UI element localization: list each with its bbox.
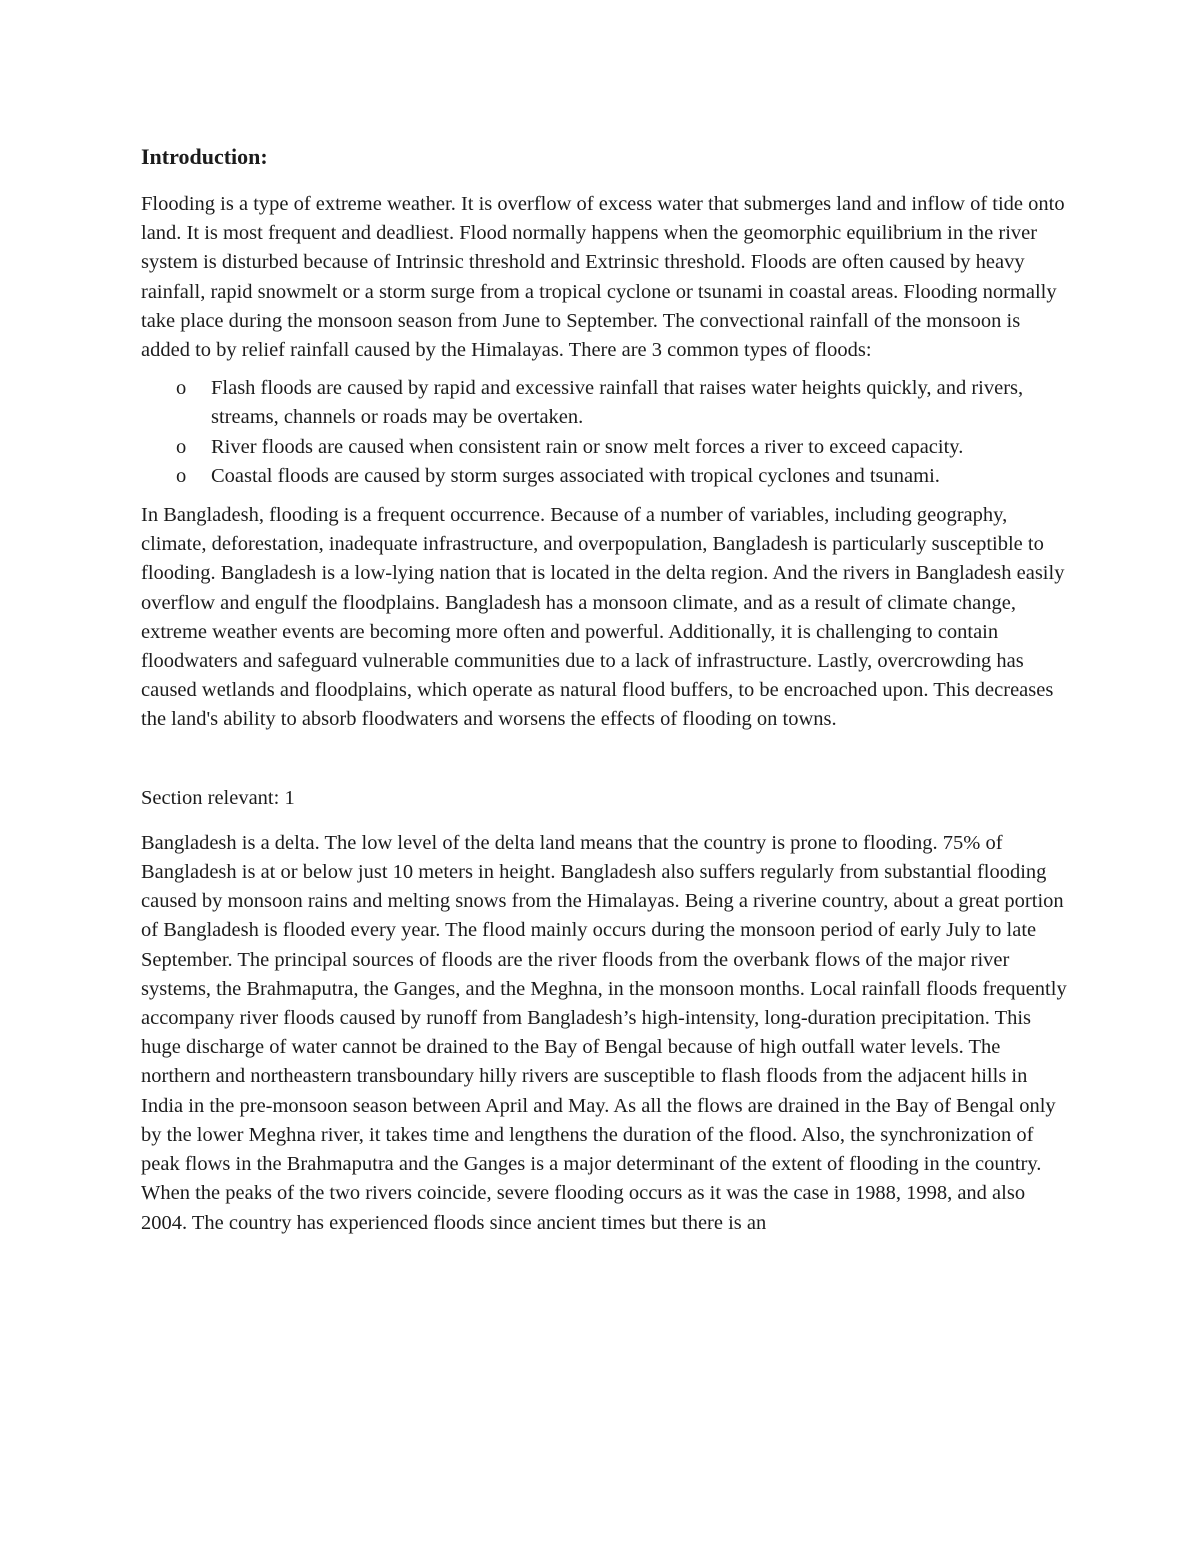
blank-line: [141, 744, 1071, 784]
section-label: Section relevant: 1: [141, 786, 295, 809]
list-item-text: River floods are caused when consistent rain or snow melt forces a river to exceed capacity.: [211, 435, 964, 458]
intro-paragraph: Flooding is a type of extreme weather. It is overflow of excess water that submerges land and inflow of tide onto land. It is most frequent and deadliest. Flood normally happens when the geomorphic equilibrium in the river system is disturbed because of Intrinsic threshold and Extrinsic threshold. Floods are often caused by heavy rainfall, rapid snowmelt or a storm surge from a tropical cyclone or tsunami in coastal areas. Flooding normally take place during the monsoon season from June to September. The convectional rainfall of the monsoon is added to by relief rainfall caused by the Himalayas. There are 3 common types of floods:: [141, 193, 1065, 362]
bullet-marker: o: [176, 464, 187, 487]
document-body: [141, 141, 1071, 1247]
list-item: [176, 433, 1071, 462]
section-paragraph: Bangladesh is a delta. The low level of the delta land means that the country is prone to flooding. 75% of Bangladesh is at or below just 10 meters in height. Bangladesh also suffers regularly from substantial flooding caused by monsoon rains and melting snows from the Himalayas. Being a riverine country, about a great portion of Bangladesh is flooded every year. The flood mainly occurs during the monsoon period of early July to late September. The principal sources of floods are the river floods from the overbank flows of the major river systems, the Brahmaputra, the Ganges, and the Meghna, in the monsoon months. Local rainfall floods frequently accompany river floods caused by runoff from Bangladesh’s high-intensity, long-duration precipitation. This huge discharge of water cannot be drained to the Bay of Bengal because of high outfall water levels. The northern and northeastern transboundary hilly rivers are susceptible to flash floods from the adjacent hills in India in the pre-monsoon season between April and May. As all the flows are drained in the Bay of Bengal only by the lower Meghna river, it takes time and lengthens the duration of the flood. Also, the synchronization of peak flows in the Brahmaputra and the Ganges is a major determinant of the extent of flooding in the country. When the peaks of the two rivers coincide, severe flooding occurs as it was the case in 1988, 1998, and also 2004. The country has experienced floods since ancient times but there is an: [141, 831, 1067, 1234]
list-item: [176, 374, 1071, 432]
bangladesh-paragraph: In Bangladesh, flooding is a frequent occurrence. Because of a number of variables, including geography, climate, deforestation, inadequate infrastructure, and overpopulation, Bangladesh is particularly susceptible to flooding. Bangladesh is a low-lying nation that is located in the delta region. And the rivers in Bangladesh easily overflow and engulf the floodplains. Bangladesh has a monsoon climate, and as a result of climate change, extreme weather events are becoming more often and powerful. Additionally, it is challenging to contain floodwaters and safeguard vulnerable communities due to a lack of infrastructure. Lastly, overcrowding has caused wetlands and floodplains, which operate as natural flood buffers, to be encroached upon. This decreases the land's ability to absorb floodwaters and worsens the effects of flooding on towns.: [141, 504, 1065, 731]
bullet-marker: o: [176, 435, 187, 458]
section-heading: Introduction:: [141, 144, 268, 169]
list-item-text: Coastal floods are caused by storm surges associated with tropical cyclones and tsunami.: [211, 464, 940, 487]
bullet-marker: o: [176, 377, 187, 400]
list-item-text: Flash floods are caused by rapid and excessive rainfall that raises water heights quickly, and rivers, streams, channels or roads may be overtaken.: [211, 377, 1024, 429]
list-item: [176, 462, 1071, 491]
flood-types-list: [141, 374, 1071, 491]
